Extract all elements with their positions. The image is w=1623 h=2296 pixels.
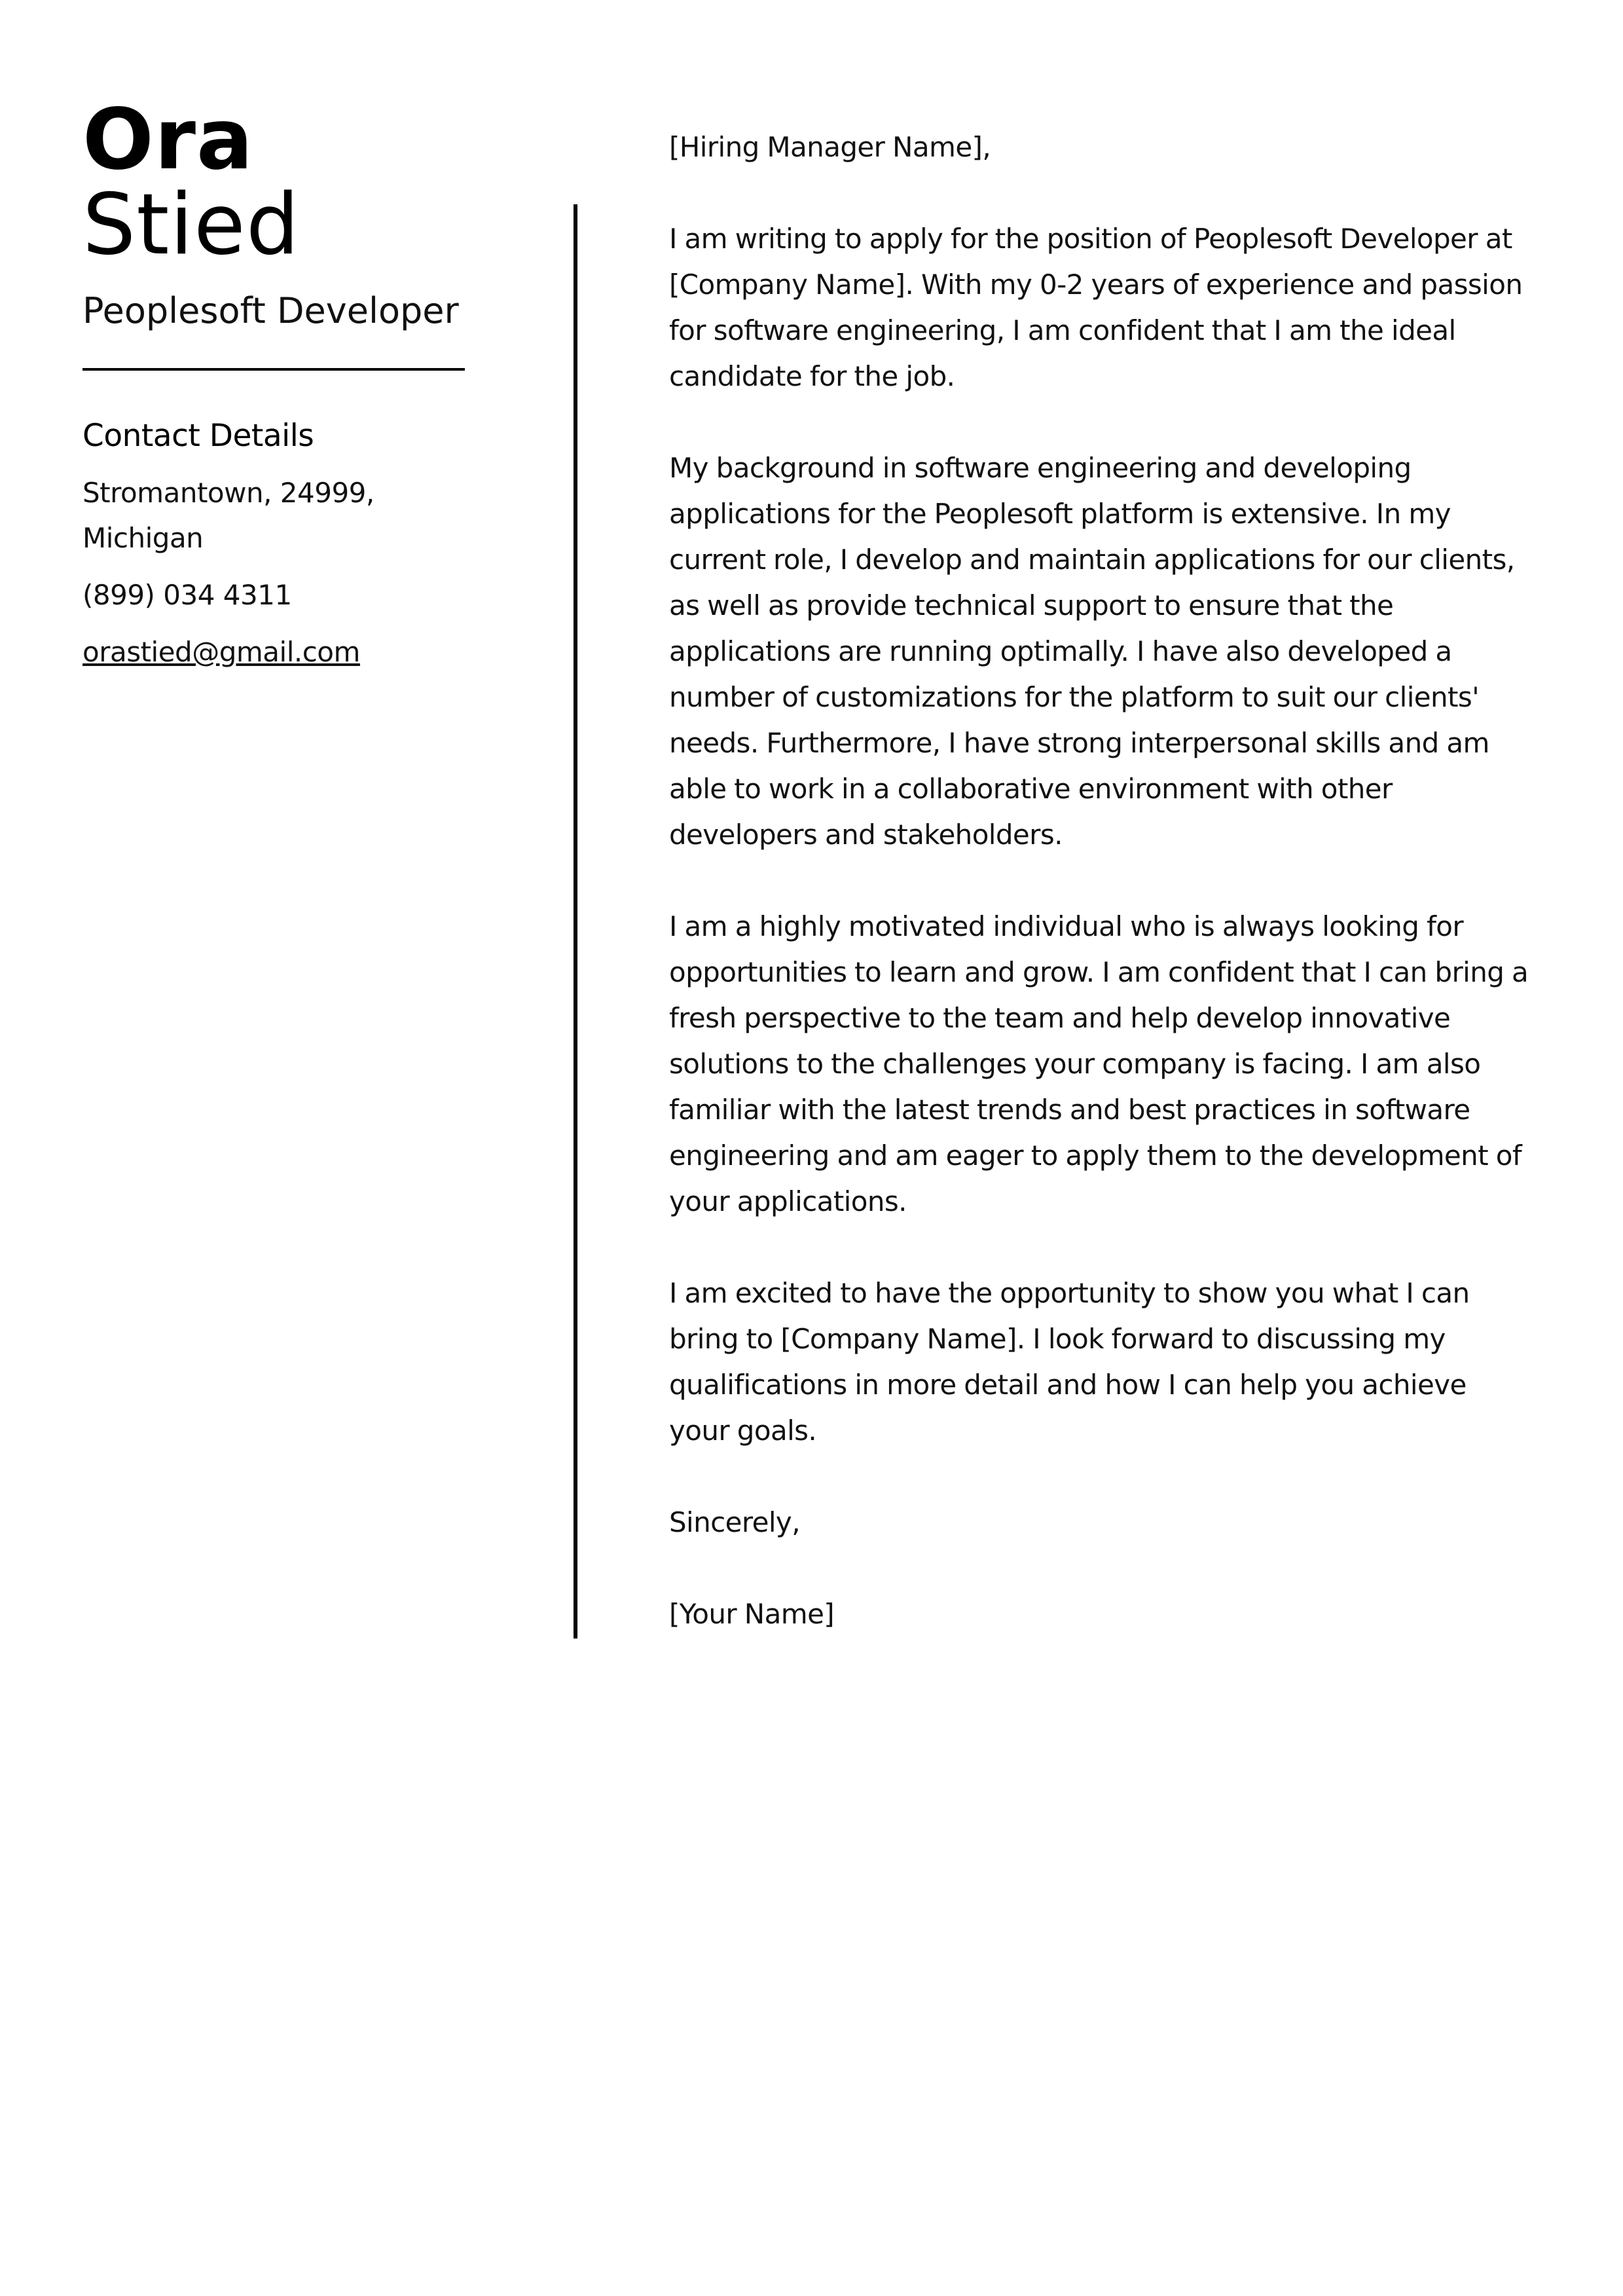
- first-name: Ora: [82, 91, 254, 189]
- letter-paragraph: I am excited to have the opportunity to show you what I can bring to [Company Name]. I look forward to discussing my qualifications in more detail and how I can help you achieve your goals.: [669, 1277, 1470, 1447]
- sidebar: [82, 91, 488, 686]
- contact-heading: Contact Details: [82, 418, 314, 454]
- last-name: Stied: [82, 176, 300, 274]
- letter-greeting: [Hiring Manager Name],: [669, 131, 991, 163]
- sidebar-divider: [82, 368, 465, 371]
- contact-list: [82, 470, 488, 675]
- vertical-divider: [574, 204, 577, 1639]
- contact-phone: (899) 034 4311: [82, 579, 292, 611]
- letter-paragraph: My background in software engineering and developing applications for the Peoplesoft platform is extensive. In my current role, I develop and maintain applications for our clients, as well as provide technical support to ensure that the applications are running optimally. I have also developed a number of customizations for the platform to suit our clients' needs. Furthermore, I have strong interpersonal skills and am able to work in a collaborative environment with other developers and stakeholders.: [669, 452, 1515, 851]
- letter-body: [669, 124, 1533, 1637]
- contact-address: Stromantown, 24999, Michigan: [82, 477, 374, 554]
- letter-paragraph: I am a highly motivated individual who is always looking for opportunities to learn and grow. I am confident that I can bring a fresh perspective to the team and help develop innovative solutions to the challenges your company is facing. I am also familiar with the latest trends and best practices in software engineering and am eager to apply them to the development of your applications.: [669, 910, 1529, 1217]
- contact-email-link[interactable]: orastied@gmail.com: [82, 636, 360, 668]
- letter-closing: Sincerely,: [669, 1506, 800, 1538]
- letter-signature: [Your Name]: [669, 1598, 835, 1630]
- job-title: Peoplesoft Developer: [82, 290, 459, 331]
- letter-paragraph: I am writing to apply for the position of Peoplesoft Developer at [Company Name]. With my 0-2 years of experience and passion for software engineering, I am confident that I am the ideal candidate for the job.: [669, 223, 1523, 392]
